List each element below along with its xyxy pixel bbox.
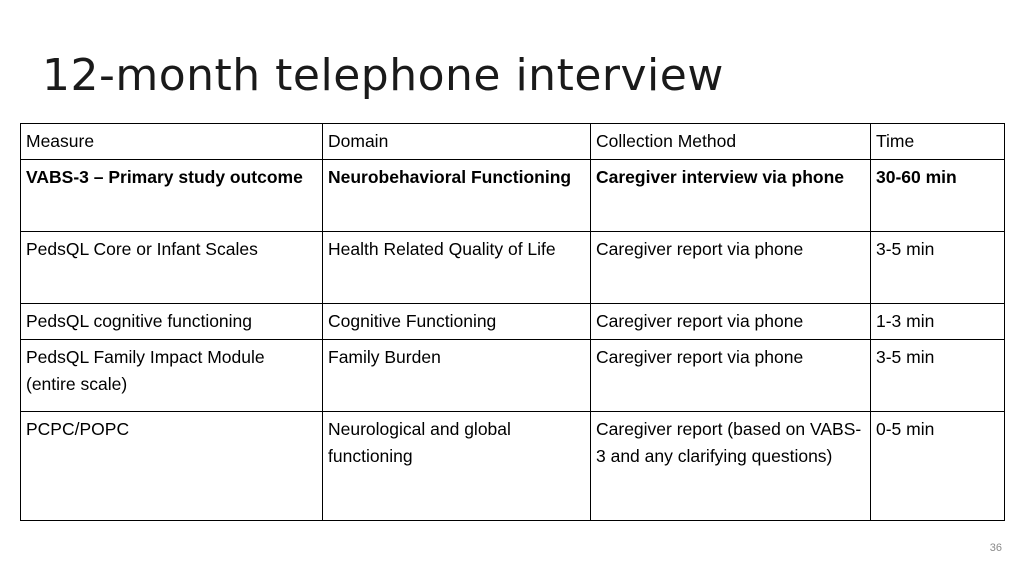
cell-method: Caregiver report via phone xyxy=(591,232,871,304)
table-row xyxy=(21,412,1005,521)
cell-time: 0-5 min xyxy=(871,412,1005,521)
header-domain: Domain xyxy=(323,124,591,160)
cell-domain: Health Related Quality of Life xyxy=(323,232,591,304)
header-measure: Measure xyxy=(21,124,323,160)
cell-method: Caregiver report via phone xyxy=(591,340,871,412)
cell-domain: Neurobehavioral Functioning xyxy=(323,160,591,232)
cell-method: Caregiver interview via phone xyxy=(591,160,871,232)
cell-measure: PedsQL Core or Infant Scales xyxy=(21,232,323,304)
cell-time: 3-5 min xyxy=(871,232,1005,304)
slide-title: 12-month telephone interview xyxy=(42,50,724,101)
cell-method: Caregiver report (based on VABS-3 and any clarifying questions) xyxy=(591,412,871,521)
cell-measure: PedsQL Family Impact Module (entire scale) xyxy=(21,340,323,412)
table-row xyxy=(21,304,1005,340)
measures-table xyxy=(20,123,1005,521)
cell-measure: PCPC/POPC xyxy=(21,412,323,521)
header-collection-method: Collection Method xyxy=(591,124,871,160)
table-row xyxy=(21,340,1005,412)
cell-domain: Cognitive Functioning xyxy=(323,304,591,340)
cell-measure: VABS-3 – Primary study outcome xyxy=(21,160,323,232)
cell-domain: Family Burden xyxy=(323,340,591,412)
cell-time: 3-5 min xyxy=(871,340,1005,412)
cell-measure: PedsQL cognitive functioning xyxy=(21,304,323,340)
table-row xyxy=(21,160,1005,232)
cell-time: 1-3 min xyxy=(871,304,1005,340)
table-row xyxy=(21,232,1005,304)
cell-domain: Neurological and global functioning xyxy=(323,412,591,521)
cell-method: Caregiver report via phone xyxy=(591,304,871,340)
table-header-row xyxy=(21,124,1005,160)
cell-time: 30-60 min xyxy=(871,160,1005,232)
header-time: Time xyxy=(871,124,1005,160)
page-number: 36 xyxy=(989,542,1002,554)
